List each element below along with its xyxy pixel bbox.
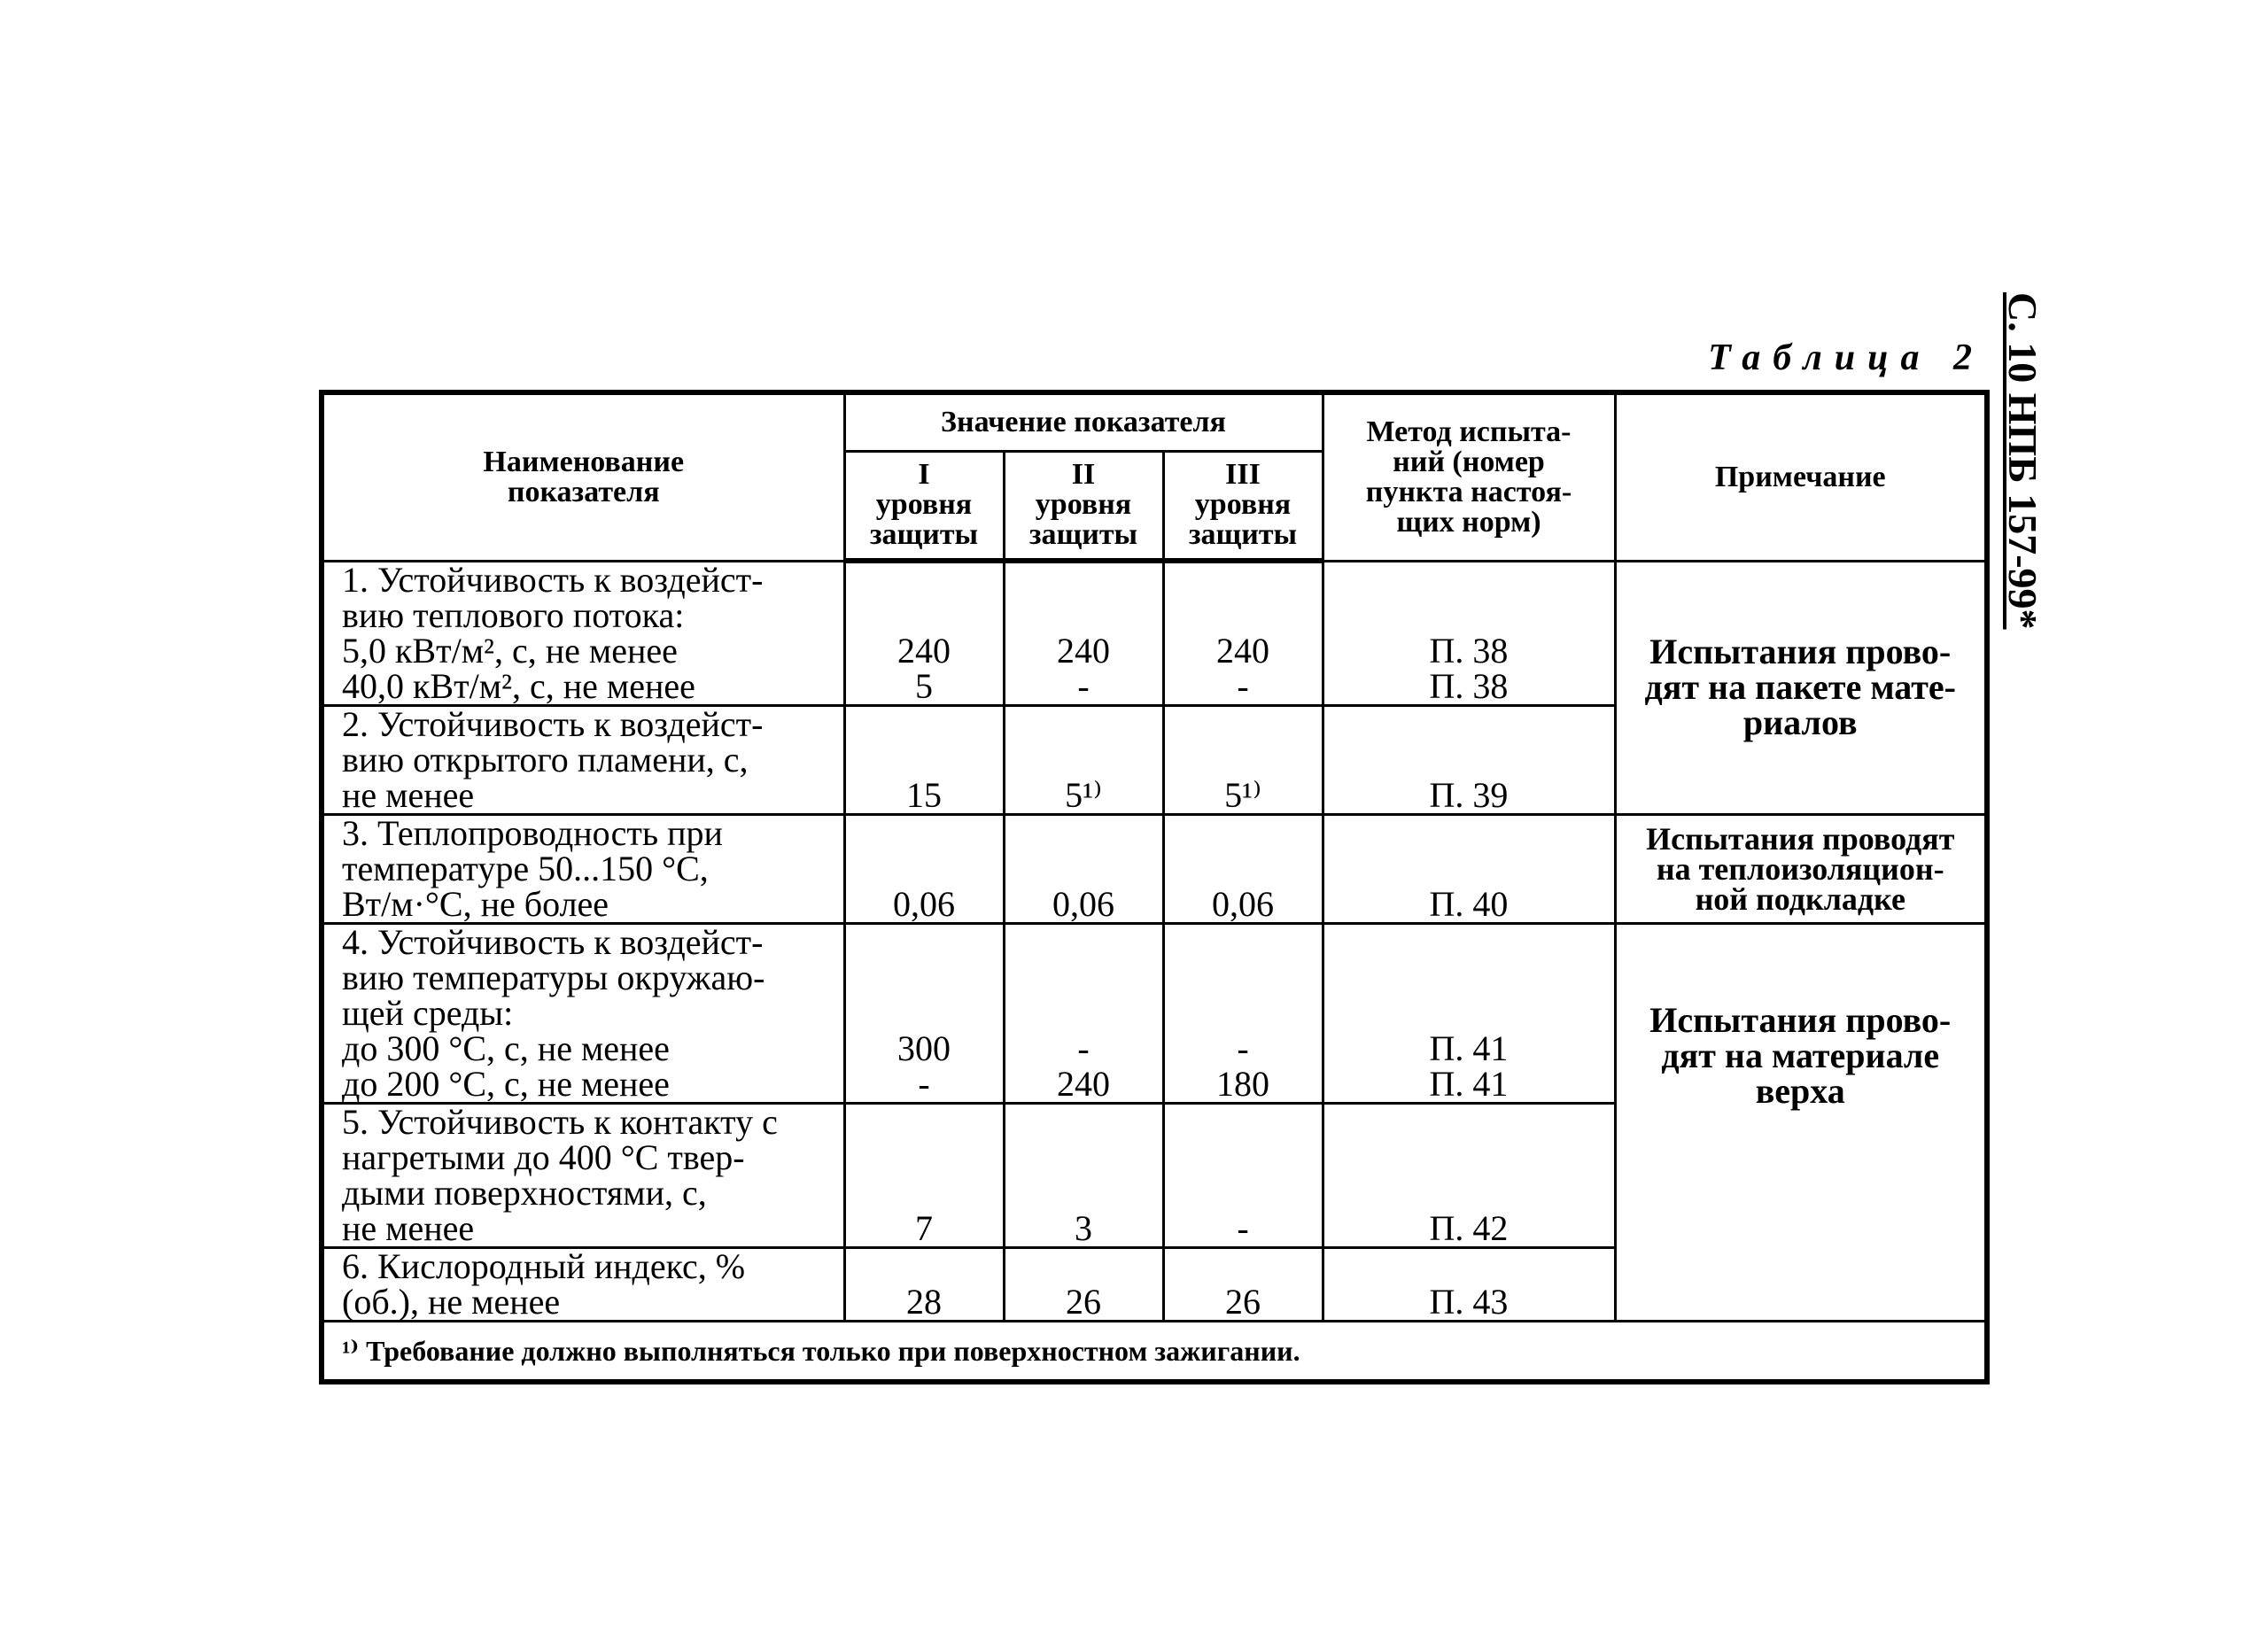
header-level-line: защиты xyxy=(869,518,979,552)
level-1-value xyxy=(844,923,1004,1103)
method-value xyxy=(1323,561,1615,705)
level-1-value xyxy=(844,561,1004,705)
header-method-line: ний (номер xyxy=(1393,445,1545,478)
header-level-1 xyxy=(844,451,1004,561)
table-row xyxy=(322,923,1987,1103)
note-cell-rows-1-2 xyxy=(1615,561,1987,814)
value-line: 26 xyxy=(1225,1281,1261,1322)
table-row xyxy=(322,814,1987,923)
row-name-line: до 200 °C, с, не менее xyxy=(342,1063,670,1104)
level-2-value xyxy=(1004,1247,1163,1321)
row-name-line: не менее xyxy=(342,774,475,815)
row-name-line: (об.), не менее xyxy=(342,1281,561,1322)
header-method-line: пункта настоя- xyxy=(1365,475,1572,508)
value-line: 240 xyxy=(1057,1063,1110,1104)
note-line: ной подкладке xyxy=(1695,880,1905,917)
level-3-value xyxy=(1163,923,1323,1103)
level-3-value xyxy=(1163,705,1323,814)
value-line: 300 xyxy=(897,1028,951,1068)
level-2-value xyxy=(1004,923,1163,1103)
method-value xyxy=(1323,1247,1615,1321)
page-number-text: С. 10 НПБ 157-99* xyxy=(2000,292,2045,630)
table-caption: Таблица 2 xyxy=(1708,337,1984,378)
value-line: 240 xyxy=(1057,630,1110,671)
header-level-line: уровня xyxy=(875,488,973,522)
note-line: дят на материале xyxy=(1661,1035,1940,1075)
method-line: П. 40 xyxy=(1429,883,1509,924)
row-name xyxy=(322,1103,844,1247)
footnote: ¹⁾ Требование должно выполняться только при поверхностном зажигании. xyxy=(322,1321,1987,1382)
header-level-2 xyxy=(1004,451,1163,561)
value-line: 240 xyxy=(897,630,951,671)
level-3-value xyxy=(1163,1247,1323,1321)
row-name-line: щей среды: xyxy=(342,992,514,1033)
header-method-line: Метод испыта- xyxy=(1366,415,1572,448)
header-level-line: II xyxy=(1071,458,1096,492)
method-line: П. 41 xyxy=(1429,1063,1509,1104)
header-level-line: уровня xyxy=(1035,488,1132,522)
value-line: - xyxy=(1237,1207,1249,1248)
level-3-value xyxy=(1163,1103,1323,1247)
row-name-line: Вт/м·°C, не более xyxy=(342,883,609,924)
note-spacer xyxy=(1624,1109,1978,1242)
level-1-value xyxy=(844,814,1004,923)
row-name xyxy=(322,705,844,814)
row-name-line: температуре 50...150 °C, xyxy=(342,848,709,888)
header-level-3 xyxy=(1163,451,1323,561)
header-name-line: Наименование xyxy=(483,445,685,478)
row-name-line: вию открытого пламени, с, xyxy=(342,739,749,779)
note-cell-row-3 xyxy=(1615,814,1987,923)
value-line: - xyxy=(1077,665,1090,706)
value-line: 26 xyxy=(1066,1281,1101,1322)
value-line: 28 xyxy=(906,1281,942,1322)
level-3-value xyxy=(1163,561,1323,705)
header-note: Примечание xyxy=(1615,392,1987,561)
note-line: риалов xyxy=(1742,702,1858,742)
row-name-line: не менее xyxy=(342,1207,475,1248)
value-line: 5¹⁾ xyxy=(1065,774,1102,815)
footnote-row xyxy=(322,1321,1987,1382)
value-line: 5¹⁾ xyxy=(1224,774,1261,815)
row-name-line: вию теплового потока: xyxy=(342,594,685,635)
header-values-group: Значение показателя xyxy=(844,392,1323,451)
header-method-line: щих норм) xyxy=(1396,505,1541,539)
row-name-line: 5. Устойчивость к контакту с xyxy=(342,1101,778,1142)
row-name-line: 40,0 кВт/м², с, не менее xyxy=(342,665,695,706)
row-name xyxy=(322,561,844,705)
level-1-value xyxy=(844,1247,1004,1321)
value-line: 15 xyxy=(906,774,942,815)
method-value xyxy=(1323,705,1615,814)
level-1-value xyxy=(844,705,1004,814)
note-line: Испытания прово- xyxy=(1649,632,1952,671)
value-line: 0,06 xyxy=(1212,883,1274,924)
row-name-line: 6. Кислородный индекс, % xyxy=(342,1245,746,1286)
row-name-line: до 300 °C, с, не менее xyxy=(342,1028,670,1068)
level-2-value xyxy=(1004,705,1163,814)
level-2-value xyxy=(1004,561,1163,705)
note-line: дят на пакете мате- xyxy=(1644,667,1956,707)
header-name-line: показателя xyxy=(507,475,660,508)
row-name-line: 3. Теплопроводность при xyxy=(342,812,723,853)
level-2-value xyxy=(1004,1103,1163,1247)
value-line: 0,06 xyxy=(893,883,955,924)
method-line: П. 41 xyxy=(1429,1028,1509,1068)
level-1-value xyxy=(844,1103,1004,1247)
header-level-line: защиты xyxy=(1188,518,1298,552)
header-method xyxy=(1323,392,1615,561)
value-line: - xyxy=(1237,1028,1249,1068)
value-line: 5 xyxy=(915,665,933,706)
value-line: - xyxy=(918,1063,930,1104)
header-level-line: уровня xyxy=(1194,488,1292,522)
row-name-line: вию температуры окружаю- xyxy=(342,957,765,997)
method-line: П. 39 xyxy=(1429,774,1509,815)
header-level-line: III xyxy=(1225,458,1261,492)
header-level-line: защиты xyxy=(1028,518,1138,552)
note-line: Испытания прово- xyxy=(1649,999,1952,1040)
header-name xyxy=(322,392,844,561)
method-value xyxy=(1323,923,1615,1103)
row-name-line: нагретыми до 400 °C твер- xyxy=(342,1136,745,1177)
level-2-value xyxy=(1004,814,1163,923)
value-line: - xyxy=(1077,1028,1090,1068)
method-value xyxy=(1323,814,1615,923)
note-line: верха xyxy=(1755,1070,1845,1111)
row-name-line: 1. Устойчивость к воздейст- xyxy=(342,559,764,600)
method-line: П. 38 xyxy=(1429,630,1509,671)
page-number-label xyxy=(2000,292,2082,709)
note-line: Испытания проводят xyxy=(1646,820,1955,857)
level-3-value xyxy=(1163,814,1323,923)
value-line: - xyxy=(1237,665,1249,706)
value-line: 3 xyxy=(1075,1207,1092,1248)
method-line: П. 42 xyxy=(1429,1207,1509,1248)
value-line: 0,06 xyxy=(1052,883,1114,924)
row-name-line: 5,0 кВт/м², с, не менее xyxy=(342,630,678,671)
indicators-table xyxy=(319,390,1990,1384)
method-line: П. 38 xyxy=(1429,665,1509,706)
row-name-line: 4. Устойчивость к воздейст- xyxy=(342,921,764,962)
value-line: 7 xyxy=(915,1207,933,1248)
method-value xyxy=(1323,1103,1615,1247)
row-name xyxy=(322,923,844,1103)
row-name-line: 2. Устойчивость к воздейст- xyxy=(342,703,764,744)
header-level-line: I xyxy=(918,458,930,492)
row-name-line: дыми поверхностями, с, xyxy=(342,1172,707,1213)
row-name xyxy=(322,1247,844,1321)
note-line: на теплоизоляцион- xyxy=(1656,850,1944,887)
method-line: П. 43 xyxy=(1429,1281,1509,1322)
note-cell-rows-4-6 xyxy=(1615,923,1987,1321)
value-line: 180 xyxy=(1216,1063,1269,1104)
table-row xyxy=(322,561,1987,705)
value-line: 240 xyxy=(1216,630,1269,671)
row-name xyxy=(322,814,844,923)
